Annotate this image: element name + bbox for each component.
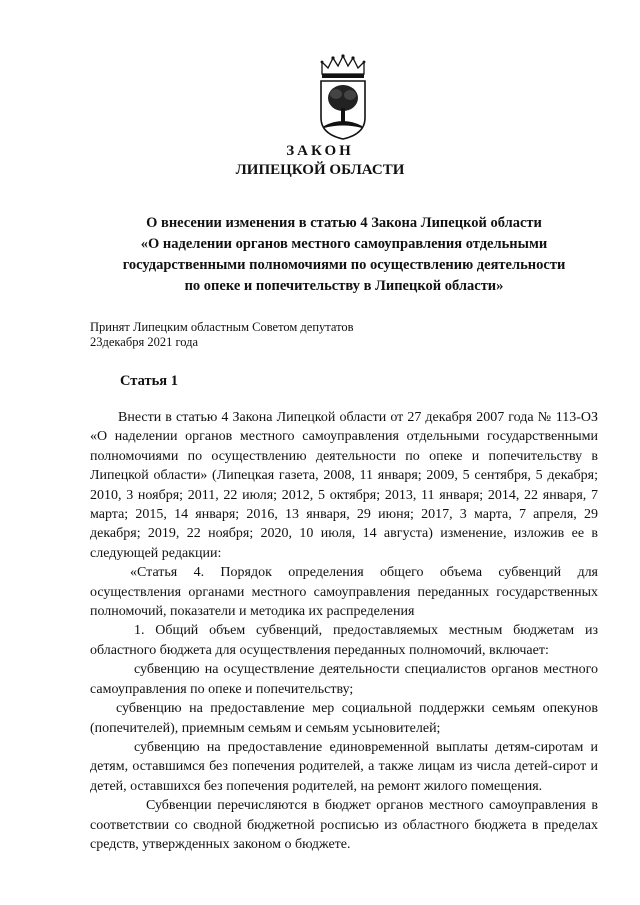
paragraph: субвенцию на предоставление мер социальной поддержки семьям опекунов (попечителей), приемным семьям и семьям усыновителей; — [90, 701, 598, 736]
paragraph: Внести в статью 4 Закона Липецкой области от 27 декабря 2007 года № 113-ОЗ «О наделении органов местного самоуправления отдельными государственными полномочиями по осуществлению деятельности по опеке и попечительству в Липецкой области» (Липецкая газета, 2008, 11 января; 2009, 5 сентября, 5 декабря; 2010, 3 ноября; 2011, 22 июля; 2012, 5 октября; 2013, 11 января; 2014, 22 января, 7 марта; 2015, 14 января; 2016, 13 января, 29 июня; 2017, 3 марта, 7 апреля, 29 декабря; 2019, 22 ноября; 2020, 10 июля, 14 августа) изменение, изложив ее в следующей редакции: — [90, 410, 598, 561]
article-body — [90, 408, 598, 854]
adoption-body: Принят Липецким областным Советом депутатов — [90, 320, 354, 334]
law-subject — [88, 213, 600, 297]
article-heading: Статья 1 — [120, 373, 178, 389]
paragraph: Субвенции перечисляются в бюджет органов местного самоуправления в соответствии со сводной бюджетной росписью из областного бюджета в пределах средств, утвержденных законом о бюджете. — [90, 798, 598, 852]
paragraph: субвенцию на предоставление единовременной выплаты детям-сиротам и детям, оставшимся без попечения родителей, а также лицам из числа детей-сирот и детей, оставшихся без попечения родителей, на ремонт жилого помещения. — [90, 739, 598, 794]
subject-line: «О наделении органов местного самоуправления отдельными — [140, 236, 548, 252]
subject-line: О внесении изменения в статью 4 Закона Липецкой области — [146, 215, 542, 231]
document-type-title: ЗАКОН — [286, 143, 354, 159]
coat-of-arms-icon — [318, 54, 368, 140]
paragraph: 1. Общий объем субвенций, предоставляемых местным бюджетам из областного бюджета для осуществления переданных полномочий, включает: — [90, 623, 598, 658]
paragraph: субвенцию на осуществление деятельности специалистов органов местного самоуправления по опеке и попечительству; — [90, 662, 598, 697]
adoption-note — [90, 320, 354, 350]
adoption-date: 23декабря 2021 года — [90, 335, 199, 349]
paragraph: «Статья 4. Порядок определения общего объема субвенций для осуществления органами местного самоуправления переданных государственных полномочий, показатели и методика их распределения — [90, 565, 598, 620]
subject-line: государственными полномочиями по осуществлению деятельности — [122, 257, 566, 273]
subject-line: по опеке и попечительству в Липецкой области» — [184, 278, 504, 294]
region-title: ЛИПЕЦКОЙ ОБЛАСТИ — [235, 162, 405, 178]
